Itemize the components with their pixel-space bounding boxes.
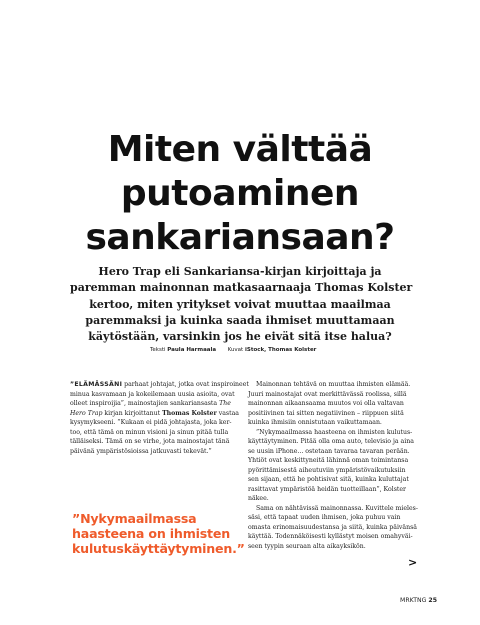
body-line: tälläiseksi. Tämä on se virhe, jota mainostajat tänä (70, 438, 230, 445)
lead-line: Hero Trap eli Sankariansa-kirjan kirjoittaja ja (98, 265, 382, 278)
pull-quote-line: haasteena on ihmisten (72, 526, 230, 541)
body-line: näkee. (248, 495, 269, 502)
body-line: kuinka ihmisiin onnistutaan vaikuttamaan. (248, 419, 382, 426)
page-footer (400, 597, 437, 604)
title-line: putoaminen (120, 173, 360, 214)
article-title (0, 128, 480, 260)
book-title: Hero Trap (70, 409, 103, 417)
book-title: The (219, 400, 231, 407)
body-column-left (70, 380, 249, 456)
body-line: Juuri mainostajat ovat merkittävässä roolissa, sillä (248, 390, 407, 398)
body-line: ”Nykymaailmassa haasteena on ihmisten kulutus- (256, 428, 413, 436)
body-line: positiivinen tai sitten negatiivinen – riippuen siitä (248, 409, 404, 417)
text-credit-name: Paula Harmaala (167, 347, 217, 353)
photo-credit-label: Kuvat (227, 347, 244, 353)
continue-arrow-icon: > (408, 556, 418, 569)
body-line: ”ELÄMÄSSÄNI parhaat johtajat, jotka ovat inspiroineet (70, 381, 249, 388)
photo-credit-name: iStock, Thomas Kolster (244, 347, 317, 353)
body-line: pyörittämisestä aiheutuviin ympäristövaikutuksiin (248, 466, 406, 474)
drop-caps-lead: ”ELÄMÄSSÄNI (70, 381, 123, 388)
body-line: too, että tämä on minun visioni ja sinun pitää tulla (70, 428, 229, 436)
lead-line: käytöstään, varsinkin jos he eivät sitä itse halua? (88, 330, 392, 344)
body-line: kysymykseeni. ”Kukaan ei pidä johtajasta, joka ker- (70, 419, 232, 426)
magazine-name: MRKTNG (400, 597, 427, 604)
body-line: seen tyypin seuraan alta aikayksikön. (248, 542, 366, 550)
body-line: Yhtiöt ovat keskittyneitä lähinnä oman toimintansa (248, 457, 409, 464)
pull-quote-line: kulutuskäyttäytyminen.” (72, 541, 245, 556)
pull-quote (72, 511, 252, 556)
body-line: omasta erinomaisuudestansa ja siitä, kuinka päivänsä (248, 523, 417, 531)
body-line: Sama on nähtävissä mainonnassa. Kuvittele mieles- (256, 504, 418, 512)
body-column-right (248, 380, 423, 551)
body-line: rasittavat ympäristöä heidän tuotteillaan”, Kolster (248, 485, 406, 493)
page-number: 25 (428, 597, 438, 604)
body-line: säsi, että tapaat uuden ihmisen, joka puhuu vain (248, 514, 401, 521)
title-line: sankariansaan? (85, 217, 395, 258)
text-credit-label: Teksti (150, 347, 166, 353)
lead-line: paremman mainonnan matkasaarnaaja Thomas Kolster (70, 281, 413, 295)
pull-quote-line: ”Nykymaailmassa (72, 511, 197, 526)
body-line: sen sijaan, että he pohtisivat sitä, kuinka kuluttajat (248, 476, 409, 483)
body-line: minua kasvamaan ja kokeilemaan uusia asioita, ovat (70, 390, 235, 398)
body-line: olleet inspiroijia”, mainostajien sankariansasta The (70, 400, 231, 407)
lead-line: paremmaksi ja kuinka saada ihmiset muuttamaan (85, 313, 395, 327)
body-line: päivänä ympäristösioissa jatkuvasti tekevät.” (70, 447, 212, 455)
article-lead (70, 264, 413, 345)
article-credits (150, 346, 430, 354)
title-line: Miten välttää (107, 129, 373, 170)
lead-line: kertoo, miten yritykset voivat muuttaa maailmaa (89, 297, 391, 311)
body-line: se uusin iPhone... ostetaan tavaraa tavaran perään. (248, 447, 410, 455)
body-line: Mainonnan tehtävä on muuttaa ihmisten elämää. (256, 381, 411, 388)
body-line: mainonnan aikaansaama muutos voi olla valtavan (248, 400, 404, 407)
body-line: Hero Trap kirjan kirjoittanut Thomas Kolster vastaa (70, 409, 239, 417)
body-line: käyttäytyminen. Pitää olla oma auto, televisio ja aina (248, 438, 414, 445)
author-name: Thomas Kolster (162, 409, 217, 417)
body-line: käyttää. Todennäköisesti kyllästyt moisen omahyväi- (248, 533, 413, 540)
